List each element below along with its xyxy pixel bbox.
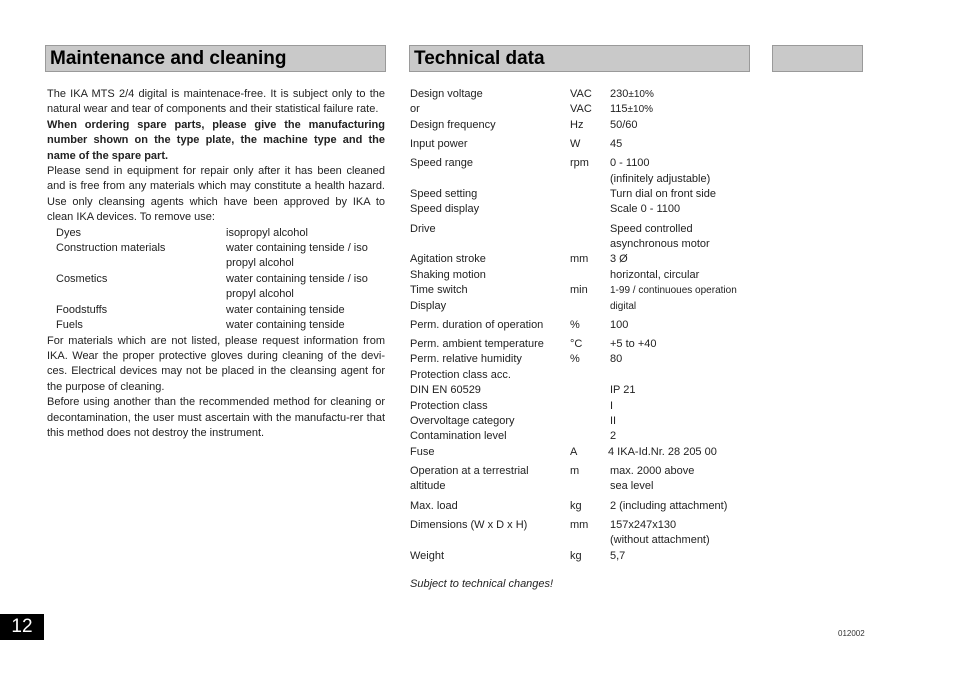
spec-label: Overvoltage category bbox=[410, 415, 515, 427]
voltage-value: 115 bbox=[610, 103, 628, 115]
spec-label: Weight bbox=[410, 550, 445, 562]
spec-value: Scale 0 - 1100 bbox=[610, 203, 681, 215]
spec-unit: % bbox=[570, 319, 580, 331]
spec-unit: °C bbox=[570, 338, 583, 350]
maintenance-section bbox=[47, 87, 385, 441]
material-name: Dyes bbox=[56, 226, 82, 239]
spec-label: Input power bbox=[410, 138, 468, 150]
spec-unit: kg bbox=[570, 500, 582, 512]
material-name: Cosmetics bbox=[56, 272, 108, 285]
spec-value-cont: asynchronous motor bbox=[610, 238, 710, 250]
spec-value: 100 bbox=[610, 319, 629, 331]
spec-label-cont: altitude bbox=[410, 480, 446, 492]
spec-value: II bbox=[610, 415, 617, 427]
spec-value: 3 Ø bbox=[610, 253, 628, 265]
spec-label: Perm. relative humidity bbox=[410, 353, 522, 365]
spec-unit: Hz bbox=[570, 119, 584, 131]
cleaning-agent: isopropyl alcohol bbox=[226, 226, 308, 239]
spec-value: Speed controlled bbox=[610, 223, 693, 235]
spec-value bbox=[610, 102, 760, 117]
cleaning-agent: water containing tenside / iso propyl alcohol bbox=[226, 242, 368, 270]
spec-label: Speed setting bbox=[410, 188, 478, 200]
spec-label: Fuse bbox=[410, 446, 435, 458]
spec-value: 5,7 bbox=[610, 550, 626, 562]
spec-value: 4 IKA-Id.Nr. 28 205 00 bbox=[608, 446, 717, 458]
spec-value: IP 21 bbox=[610, 384, 636, 396]
spec-label: Agitation stroke bbox=[410, 253, 486, 265]
maintenance-intro: The IKA MTS 2/4 digital is maintenace-free. It is subject only to the natural wear and tear of components and their statistical failure rate. bbox=[47, 88, 385, 116]
spec-unit: mm bbox=[570, 253, 589, 265]
spec-unit: mm bbox=[570, 519, 589, 531]
spare-parts-note: When ordering spare parts, please give the manufacturing number shown on the type plate, the machine type and the name of the spare part. bbox=[47, 118, 385, 162]
cleaning-row bbox=[56, 226, 385, 241]
voltage-value: 230 bbox=[610, 88, 629, 100]
spec-value: 1-99 / continuoues operation bbox=[610, 285, 737, 296]
decontamination-note: Before using another than the recommended method for cleaning or decontamination, the user must ascertain with the manufactu-rer that this method does not destroy the instrument. bbox=[47, 396, 385, 439]
spec-value-cont: (infinitely adjustable) bbox=[610, 173, 711, 185]
spec-label: Protection class acc. bbox=[410, 369, 511, 381]
spec-label: DIN EN 60529 bbox=[410, 384, 481, 396]
spec-unit: min bbox=[570, 284, 588, 296]
material-name: Foodstuffs bbox=[56, 303, 108, 316]
spec-label: Perm. duration of operation bbox=[410, 319, 544, 331]
maintenance-header-bar bbox=[45, 45, 386, 72]
cleaning-agent: water containing tenside bbox=[226, 303, 345, 316]
spec-unit: m bbox=[570, 465, 580, 477]
technical-header-bar bbox=[409, 45, 750, 72]
cleaning-row bbox=[56, 318, 385, 333]
spec-unit: VAC bbox=[570, 88, 592, 100]
spec-label: Shaking motion bbox=[410, 269, 486, 281]
spec-label: Drive bbox=[410, 223, 436, 235]
spec-value: Turn dial on front side bbox=[610, 188, 716, 200]
spec-unit: W bbox=[570, 138, 581, 150]
spec-value: max. 2000 above bbox=[610, 465, 695, 477]
cleaning-agent: water containing tenside bbox=[226, 319, 345, 332]
cleaning-row bbox=[56, 241, 385, 272]
spec-value-cont: (without attachment) bbox=[610, 534, 710, 546]
spec-value: 80 bbox=[610, 353, 623, 365]
spec-label: Speed range bbox=[410, 157, 473, 169]
spec-label: or bbox=[410, 103, 420, 115]
spec-unit: rpm bbox=[570, 157, 589, 169]
spec-value: 157x247x130 bbox=[610, 519, 677, 531]
blank-header-bar bbox=[772, 45, 863, 72]
document-code: 012002 bbox=[838, 629, 865, 638]
spec-label: Display bbox=[410, 300, 447, 312]
subject-to-changes-note: Subject to technical changes! bbox=[410, 578, 554, 590]
spec-label: Speed display bbox=[410, 203, 480, 215]
spec-unit: A bbox=[570, 446, 578, 458]
spec-label: Design voltage bbox=[410, 88, 483, 100]
repair-instructions: Please send in equipment for repair only after it has been cleaned and is free from any materials which may constitute a health hazard. Use only cleansing agents which have been approved by IKA to clean IKA devices. To remove use: bbox=[47, 165, 385, 224]
spec-label: Design frequency bbox=[410, 119, 496, 131]
spec-label: Operation at a terrestrial bbox=[410, 465, 529, 477]
spec-label: Protection class bbox=[410, 400, 488, 412]
material-name: Construction materials bbox=[56, 242, 166, 255]
spec-value: +5 to +40 bbox=[610, 338, 657, 350]
spec-label: Time switch bbox=[410, 284, 468, 296]
spec-unit: kg bbox=[570, 550, 582, 562]
spec-label: Contamination level bbox=[410, 430, 507, 442]
spec-value-cont: sea level bbox=[610, 480, 654, 492]
spec-value: 2 (including attachment) bbox=[610, 500, 728, 512]
spec-value: horizontal, circular bbox=[610, 269, 700, 281]
cleaning-row bbox=[56, 272, 385, 303]
unlisted-materials-note: For materials which are not listed, please request information from IKA. Wear the proper protective gloves during cleaning of the devi-ces. Electrical devices may not be placed in the cleansing agent for the purpose of cleaning. bbox=[47, 334, 385, 393]
cleaning-agent: water containing tenside / iso propyl alcohol bbox=[226, 272, 368, 301]
technical-heading: Technical data bbox=[414, 48, 545, 69]
material-name: Fuels bbox=[56, 319, 83, 332]
spec-value: I bbox=[610, 400, 614, 412]
spec-value: 2 bbox=[610, 430, 617, 442]
spec-unit: VAC bbox=[570, 103, 592, 115]
voltage-tolerance: ±10% bbox=[628, 89, 654, 100]
spec-value: 45 bbox=[610, 138, 623, 150]
cleaning-row bbox=[56, 303, 385, 318]
spec-label: Perm. ambient temperature bbox=[410, 338, 544, 350]
spec-value bbox=[610, 87, 760, 102]
cleaning-agents-table bbox=[56, 226, 385, 334]
spec-label: Dimensions (W x D x H) bbox=[410, 519, 528, 531]
spec-unit: % bbox=[570, 353, 580, 365]
spec-value: 50/60 bbox=[610, 119, 638, 131]
spec-value: digital bbox=[610, 301, 637, 312]
maintenance-heading: Maintenance and cleaning bbox=[50, 48, 287, 69]
spec-label: Max. load bbox=[410, 500, 458, 512]
spec-value: 0 - 1100 bbox=[610, 157, 650, 169]
voltage-tolerance: ±10% bbox=[627, 104, 654, 115]
page-number: 12 bbox=[0, 614, 44, 640]
